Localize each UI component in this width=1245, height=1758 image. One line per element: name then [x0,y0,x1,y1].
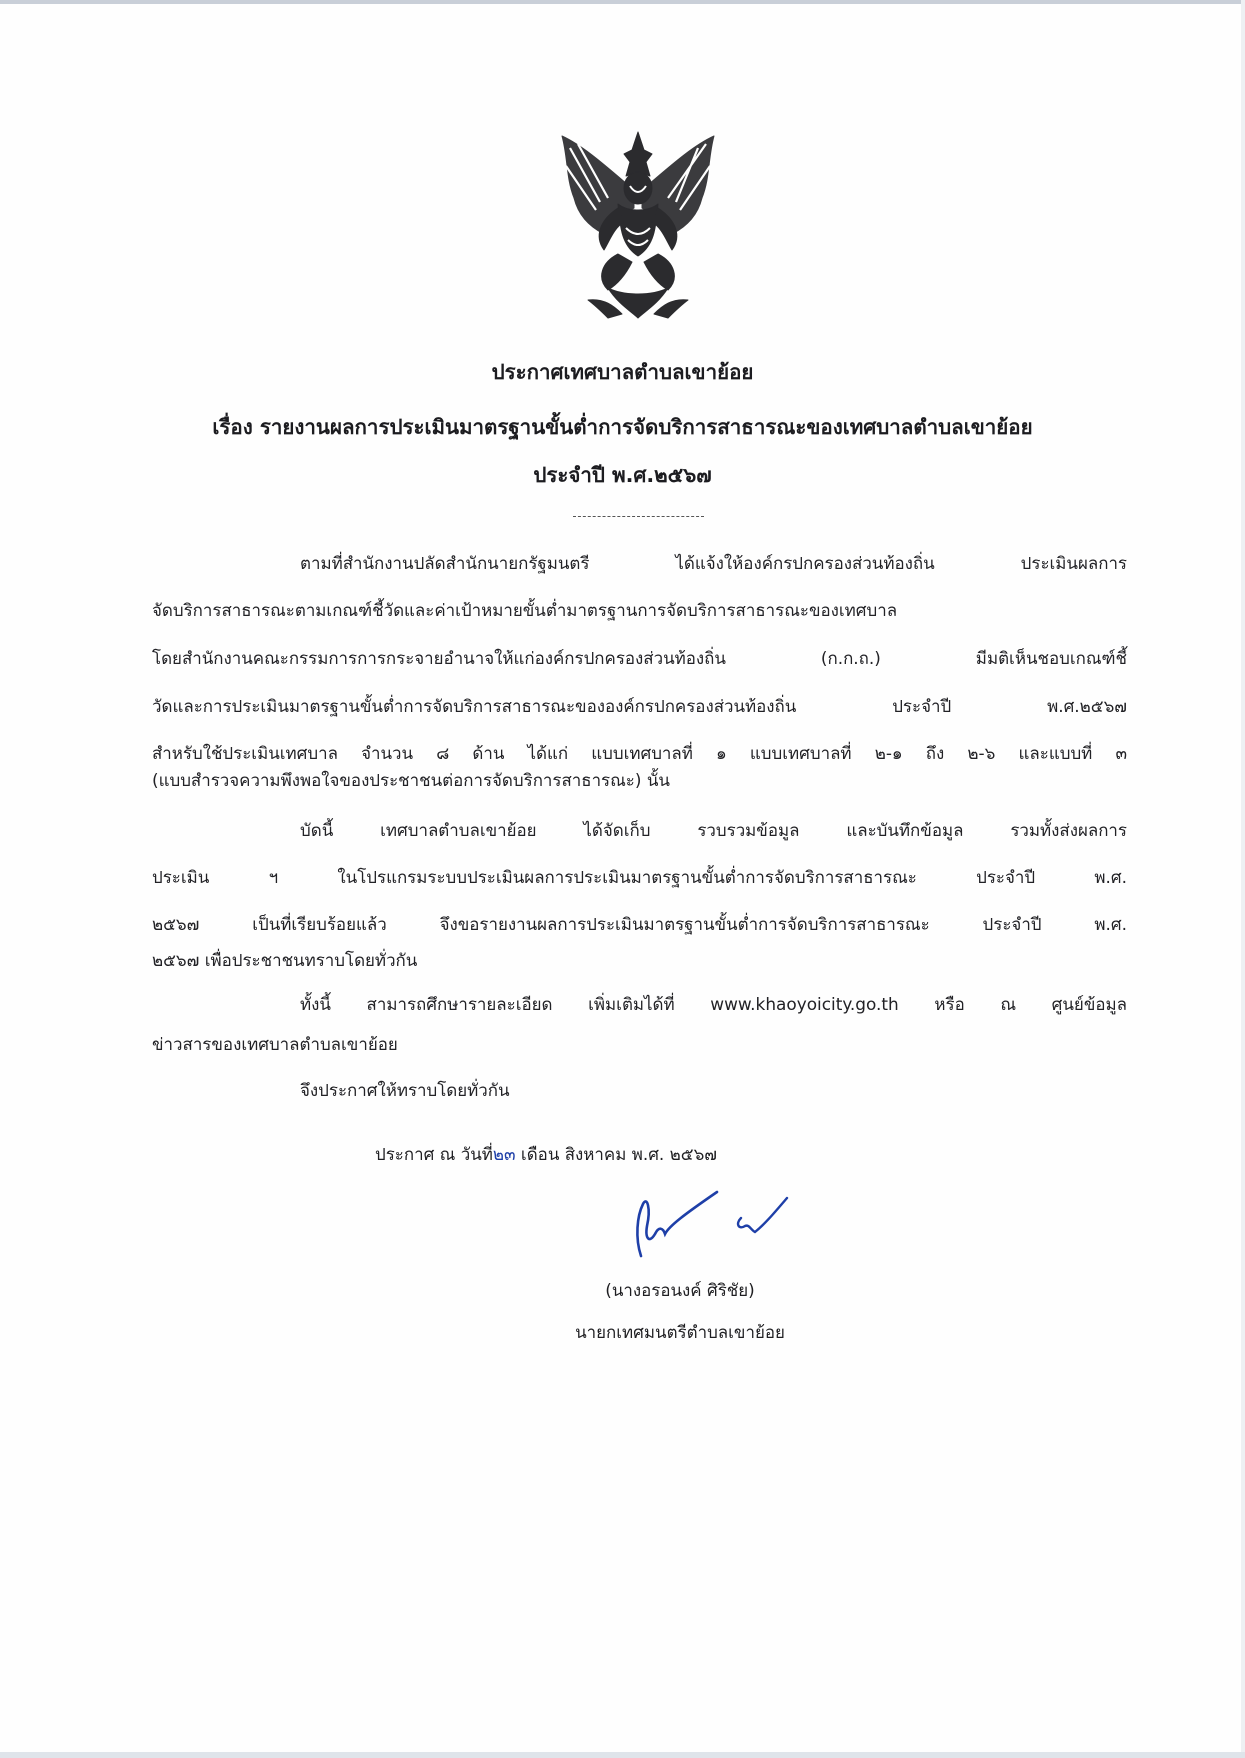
announcement-header: ประกาศเทศบาลตำบลเขาย้อย [491,360,754,384]
body-line: ๒๕๖๗ เพื่อประชาชนทราบโดยทั่วกัน [152,950,418,970]
announcement-subject: เรื่อง รายงานผลการประเมินมาตรฐานขั้นต่ำการจัดบริการสาธารณะของเทศบาลตำบลเขาย้อย [212,415,1033,439]
date-prefix: ประกาศ ณ วันที่ [375,1144,493,1164]
body-line: ข่าวสารของเทศบาลตำบลเขาย้อย [152,1034,398,1054]
body-line: ๒๕๖๗ เป็นที่เรียบร้อยแล้ว จึงขอรายงานผลการประเมินมาตรฐานขั้นต่ำการจัดบริการสาธารณะ ประจำปี พ.ศ. [152,914,1127,934]
body-line: บัดนี้ เทศบาลตำบลเขาย้อย ได้จัดเก็บ รวบรวมข้อมูล และบันทึกข้อมูล รวมทั้งส่งผลการ [300,820,1127,840]
date-suffix: เดือน สิงหาคม พ.ศ. ๒๕๖๗ [515,1144,718,1164]
body-line: ตามที่สำนักงานปลัดสำนักนายกรัฐมนตรี ได้แจ้งให้องค์กรปกครองส่วนท้องถิ่น ประเมินผลการ [300,553,1127,573]
body-line: วัดและการประเมินมาตรฐานขั้นต่ำการจัดบริการสาธารณะขององค์กรปกครองส่วนท้องถิ่น ประจำปี พ.ศ.๒๕๖๗ [152,696,1127,716]
body-line: ประเมิน ฯ ในโปรแกรมระบบประเมินผลการประเมินมาตรฐานขั้นต่ำการจัดบริการสาธารณะ ประจำปี พ.ศ. [152,867,1127,887]
title-separator [573,516,704,517]
body-line: จัดบริการสาธารณะตามเกณฑ์ชี้วัดและค่าเป้าหมายขั้นต่ำมาตรฐานการจัดบริการสาธารณะของเทศบาล [152,600,898,620]
signer-name: (นางอรอนงค์ ศิริชัย) [605,1280,755,1300]
scan-edge-top [0,0,1245,4]
signer-position: นายกเทศมนตรีตำบลเขาย้อย [575,1322,785,1342]
announcement-year: ประจำปี พ.ศ.๒๕๖๗ [533,463,712,487]
scan-edge-bottom [0,1752,1245,1758]
date-day: ๒๓ [492,1144,516,1164]
body-line: สำหรับใช้ประเมินเทศบาล จำนวน ๘ ด้าน ได้แก่ แบบเทศบาลที่ ๑ แบบเทศบาลที่ ๒-๑ ถึง ๒-๖ และแบบที่ ๓ [152,743,1127,763]
body-line: ทั้งนี้ สามารถศึกษารายละเอียด เพิ่มเติมได้ที่ www.khaoyoicity.go.th หรือ ณ ศูนย์ข้อมูล [300,994,1127,1014]
closing-line: จึงประกาศให้ทราบโดยทั่วกัน [300,1080,510,1100]
garuda-emblem-icon [548,128,728,320]
body-line: โดยสำนักงานคณะกรรมการการกระจายอำนาจให้แก่องค์กรปกครองส่วนท้องถิ่น (ก.ก.ถ.) มีมติเห็นชอบเกณฑ์ชี้ [152,648,1127,668]
body-line: (แบบสำรวจความพึงพอใจของประชาชนต่อการจัดบริการสาธารณะ) นั้น [152,770,670,790]
scan-edge-right [1241,0,1245,1758]
signature-mark [625,1178,795,1268]
date-line [375,1142,717,1168]
